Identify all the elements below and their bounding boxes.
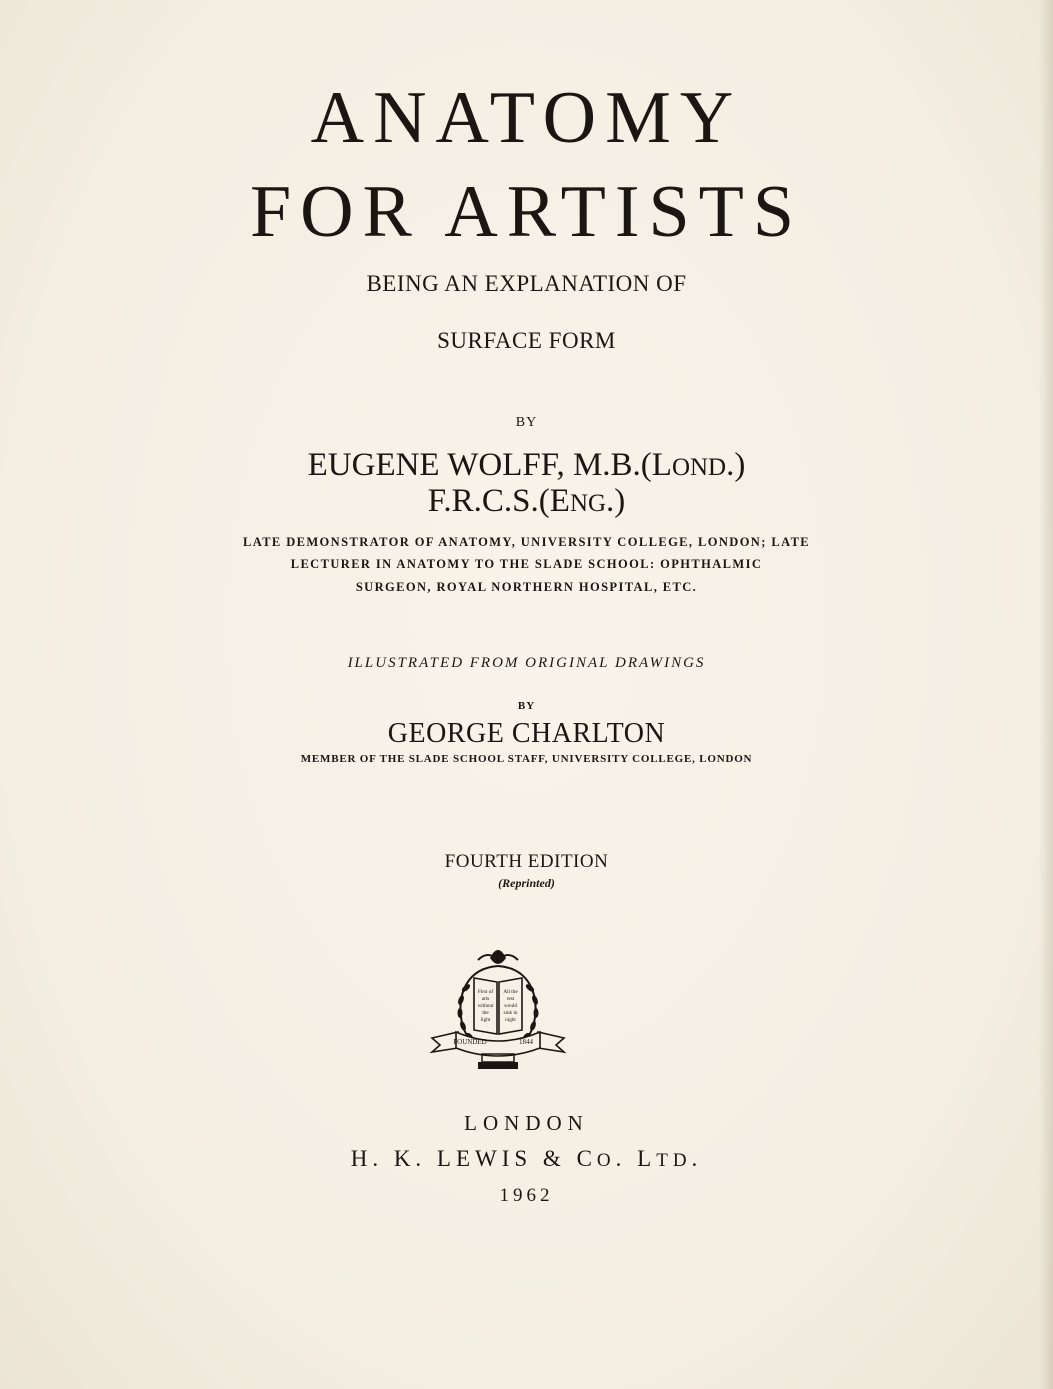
publisher-emblem-icon	[428, 938, 568, 1078]
svg-text:1844: 1844	[519, 1038, 533, 1046]
publisher-mid: . L	[615, 1146, 657, 1171]
author-name	[0, 447, 1053, 484]
author-credentials-line-3: SURGEON, ROYAL NORTHERN HOSPITAL, ETC.	[355, 580, 698, 594]
author-degree-main: F.R.C.S.(E	[427, 483, 570, 519]
svg-text:night: night	[505, 1017, 516, 1023]
publisher-end: .	[691, 1146, 703, 1171]
illustrator-by-label: BY	[517, 700, 536, 712]
imprint-publisher	[0, 1146, 1053, 1172]
svg-text:without: without	[477, 1003, 494, 1009]
svg-text:First of: First of	[477, 989, 494, 995]
edition-label: FOURTH EDITION	[444, 851, 609, 872]
illustrated-note: ILLUSTRATED FROM ORIGINAL DRAWINGS	[347, 655, 706, 671]
publisher-smallcaps-1: O	[596, 1150, 616, 1171]
author-credentials-line-1: LATE DEMONSTRATOR OF ANATOMY, UNIVERSITY COLLEGE, LONDON; LATE	[242, 535, 811, 549]
subtitle-line-1: BEING AN EXPLANATION OF	[366, 271, 687, 296]
book-title-line-2: FOR ARTISTS	[249, 171, 804, 253]
subtitle-line-2: SURFACE FORM	[437, 328, 616, 353]
by-label: BY	[515, 415, 538, 430]
book-title-line-1: ANATOMY	[310, 77, 743, 159]
svg-text:FOUNDED: FOUNDED	[453, 1038, 487, 1046]
edition-note: (Reprinted)	[498, 876, 555, 890]
author-credentials-line-2: LECTURER IN ANATOMY TO THE SLADE SCHOOL: OPHTHALMIC	[290, 557, 763, 571]
author-name-main: EUGENE WOLFF, M.B.(L	[307, 447, 672, 483]
publisher-main: H. K. LEWIS & C	[350, 1146, 597, 1171]
illustrator-name: GEORGE CHARLTON	[387, 718, 666, 749]
author-degree-end: .)	[606, 483, 626, 519]
imprint-city: LONDON	[464, 1111, 589, 1135]
svg-text:would: would	[504, 1003, 517, 1009]
author-name-end: .)	[726, 447, 746, 483]
author-degree	[0, 483, 1053, 520]
illustrator-credentials: MEMBER OF THE SLADE SCHOOL STAFF, UNIVERSITY COLLEGE, LONDON	[300, 753, 753, 765]
svg-text:arts: arts	[481, 996, 490, 1002]
svg-text:All the: All the	[503, 989, 518, 995]
publisher-smallcaps-2: TD	[656, 1150, 692, 1171]
svg-text:rest: rest	[506, 996, 515, 1002]
author-name-smallcaps: OND	[671, 454, 727, 481]
svg-text:sink in: sink in	[503, 1010, 518, 1016]
svg-text:light: light	[480, 1017, 491, 1023]
author-degree-smallcaps: NG	[569, 490, 607, 517]
svg-text:the: the	[482, 1010, 489, 1016]
imprint-year: 1962	[499, 1185, 554, 1206]
